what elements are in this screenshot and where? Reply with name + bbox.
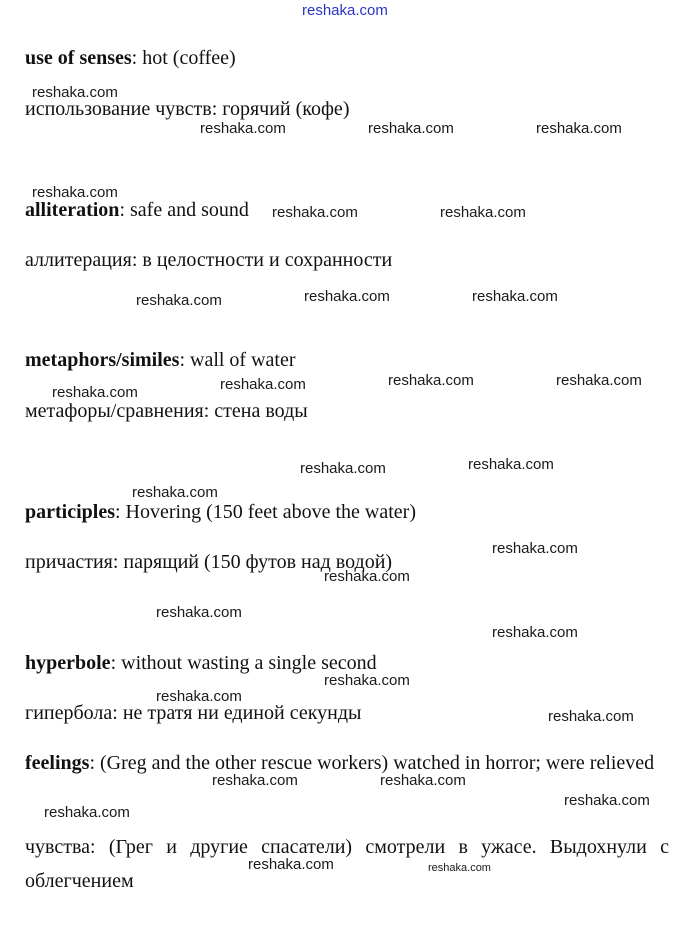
english-example: : without wasting a single second xyxy=(110,652,377,674)
watermark: reshaka.com xyxy=(324,568,410,585)
watermark: reshaka.com xyxy=(304,288,390,305)
watermark: reshaka.com xyxy=(156,604,242,621)
entry-russian-feelings: чувства: (Грег и другие спасатели) смотрели в ужасе. Выдохнули с облегчением xyxy=(25,836,669,892)
english-example: : (Greg and the other rescue workers) watched in horror; were relieved xyxy=(89,752,655,774)
watermark: reshaka.com xyxy=(156,688,242,705)
watermark: reshaka.com xyxy=(44,804,130,821)
watermark: reshaka.com xyxy=(136,292,222,309)
watermark: reshaka.com xyxy=(472,288,558,305)
entry-russian-hyperbole: гипербола: не тратя ни единой секунды xyxy=(25,702,362,724)
term-label: use of senses xyxy=(25,47,132,69)
watermark: reshaka.com xyxy=(548,708,634,725)
watermark: reshaka.com xyxy=(324,672,410,689)
entry-english-feelings xyxy=(25,746,669,780)
entry-english-metaphors xyxy=(25,348,296,372)
term-label: metaphors/similes xyxy=(25,349,180,371)
entry-russian-metaphors: метафоры/сравнения: стена воды xyxy=(25,400,308,422)
term-label: alliteration xyxy=(25,199,120,221)
watermark: reshaka.com xyxy=(32,184,118,201)
watermark: reshaka.com xyxy=(492,540,578,557)
watermark: reshaka.com xyxy=(200,120,286,137)
english-example: : safe and sound xyxy=(119,199,249,221)
watermark: reshaka.com xyxy=(428,862,491,874)
watermark: reshaka.com xyxy=(220,376,306,393)
watermark: reshaka.com xyxy=(300,460,386,477)
watermark: reshaka.com xyxy=(248,856,334,873)
english-example: : hot (coffee) xyxy=(131,47,236,69)
term-label: hyperbole xyxy=(25,652,111,674)
watermark: reshaka.com xyxy=(368,120,454,137)
watermark: reshaka.com xyxy=(52,384,138,401)
english-example: : Hovering (150 feet above the water) xyxy=(115,501,416,523)
watermark: reshaka.com xyxy=(272,204,358,221)
term-label: feelings xyxy=(25,752,90,774)
watermark: reshaka.com xyxy=(556,372,642,389)
watermark: reshaka.com xyxy=(32,84,118,101)
term-label: participles xyxy=(25,501,115,523)
entry-english-use-of-senses xyxy=(25,46,236,70)
entry-english-participles xyxy=(25,500,416,524)
entry-russian-participles: причастия: парящий (150 футов над водой) xyxy=(25,551,393,573)
watermark: reshaka.com xyxy=(536,120,622,137)
watermark: reshaka.com xyxy=(388,372,474,389)
watermark: reshaka.com xyxy=(468,456,554,473)
entry-russian-alliteration: аллитерация: в целостности и сохранности xyxy=(25,249,393,271)
entry-russian-use-of-senses: использование чувств: горячий (кофе) xyxy=(25,98,350,120)
watermark: reshaka.com xyxy=(132,484,218,501)
watermark: reshaka.com xyxy=(440,204,526,221)
watermark: reshaka.com xyxy=(212,772,298,789)
top-watermark: reshaka.com xyxy=(302,2,388,19)
watermark: reshaka.com xyxy=(564,792,650,809)
watermark: reshaka.com xyxy=(380,772,466,789)
english-example: : wall of water xyxy=(179,349,296,371)
watermark: reshaka.com xyxy=(492,624,578,641)
